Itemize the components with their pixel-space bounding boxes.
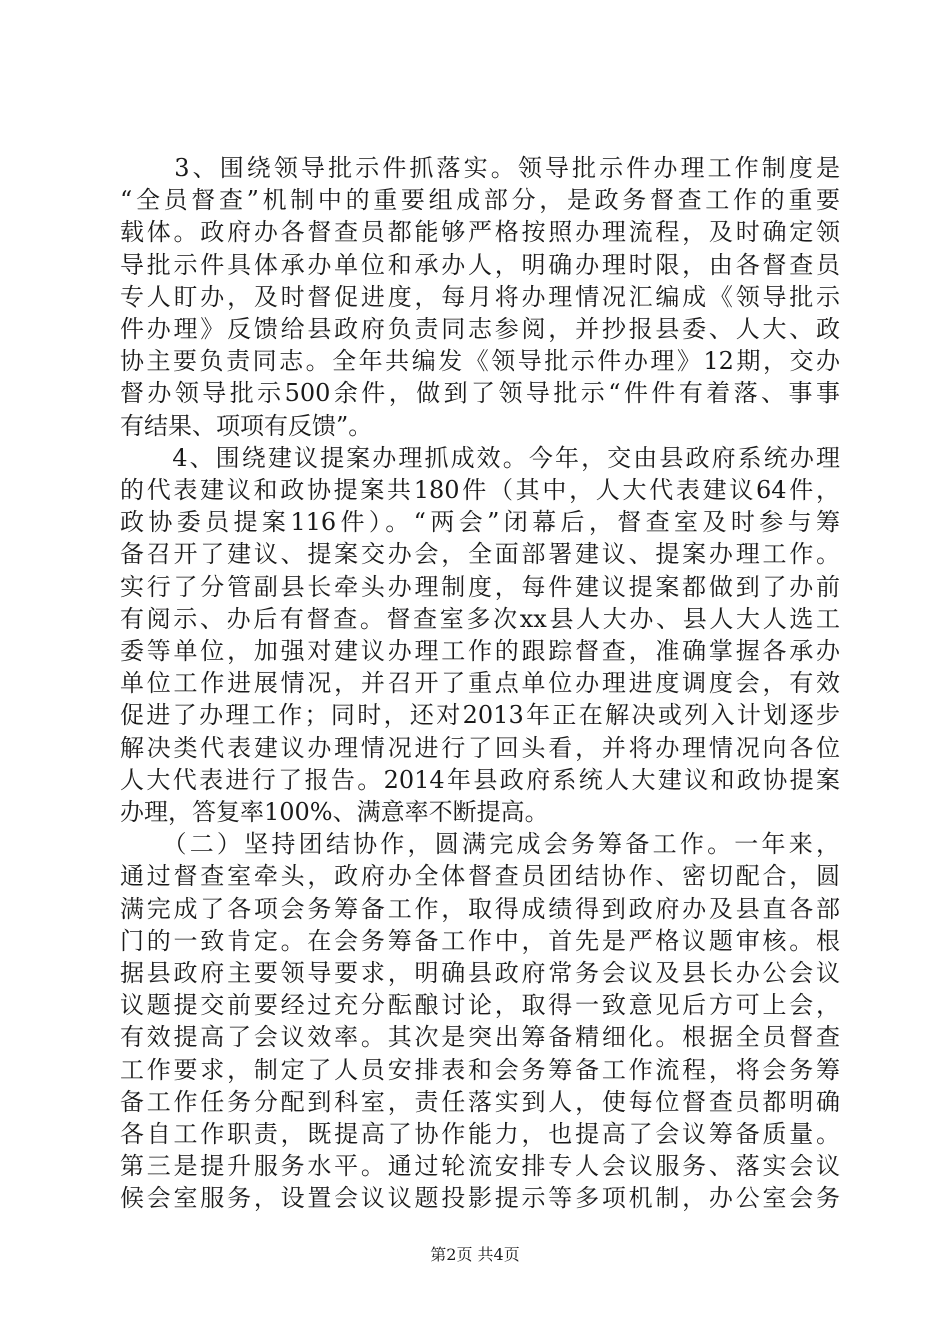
- text-line: 门的一致肯定。在会务筹备工作中，首先是严格议题审核。根: [120, 926, 840, 955]
- text-line: （二）坚持团结协作，圆满完成会务筹备工作。一年来，: [120, 830, 840, 859]
- text-line: 备召开了建议、提案交办会，全面部署建议、提案办理工作。: [120, 540, 840, 569]
- text-line: 促进了办理工作；同时，还对2013年正在解决或列入计划逐步: [120, 701, 840, 730]
- text-line: 单位工作进展情况，并召开了重点单位办理进度调度会，有效: [120, 669, 840, 698]
- text-line: 的代表建议和政协提案共180件（其中，人大代表建议64件，: [120, 476, 840, 504]
- text-line: 载体。政府办各督查员都能够严格按照办理流程，及时确定领: [120, 218, 840, 247]
- text-line: “全员督查”机制中的重要组成部分，是政务督查工作的重要: [120, 186, 840, 215]
- text-line: 据县政府主要领导要求，明确县政府常务会议及县长办公会议: [120, 959, 840, 987]
- text-line: 人大代表进行了报告。2014年县政府系统人大建议和政协提案: [120, 765, 840, 794]
- page-number-footer: 第2页 共4页: [430, 1245, 520, 1264]
- text-line: 有阅示、办后有督查。督查室多次xx县人大办、县人大人选工: [120, 604, 840, 633]
- text-line: 3、围绕领导批示件抓落实。领导批示件办理工作制度是: [120, 154, 840, 182]
- text-line: 解决类代表建议办理情况进行了回头看，并将办理情况向各位: [120, 733, 840, 762]
- text-line: 有结果、项项有反馈”。: [120, 411, 373, 440]
- text-line: 有效提高了会议效率。其次是突出筹备精细化。根据全员督查: [120, 1023, 840, 1052]
- text-line: 委等单位，加强对建议办理工作的跟踪督查，准确掌握各承办: [120, 637, 840, 665]
- text-line: 办理，答复率100%、满意率不断提高。: [120, 798, 549, 826]
- text-line: 协主要负责同志。全年共编发《领导批示件办理》12期，交办: [120, 347, 840, 376]
- text-line: 专人盯办，及时督促进度，每月将办理情况汇编成《领导批示: [120, 282, 840, 311]
- text-line: 件办理》反馈给县政府负责同志参阅，并抄报县委、人大、政: [120, 315, 840, 343]
- text-line: 候会室服务，设置会议议题投影提示等多项机制，办公室会务: [120, 1184, 840, 1213]
- text-line: 实行了分管副县长牵头办理制度，每件建议提案都做到了办前: [120, 572, 840, 601]
- text-line: 第三是提升服务水平。通过轮流安排专人会议服务、落实会议: [120, 1152, 840, 1181]
- text-line: 4、围绕建议提案办理抓成效。今年，交由县政府系统办理: [120, 443, 840, 472]
- text-line: 通过督查室牵头，政府办全体督查员团结协作、密切配合，圆: [120, 862, 840, 891]
- text-line: 督办领导批示500余件，做到了领导批示“件件有着落、事事: [120, 379, 840, 408]
- text-line: 各自工作职责，既提高了协作能力，也提高了会议筹备质量。: [120, 1120, 840, 1148]
- text-line: 导批示件具体承办单位和承办人，明确办理时限，由各督查员: [120, 250, 840, 279]
- text-line: 政协委员提案116件）。“两会”闭幕后，督查室及时参与筹: [120, 508, 840, 537]
- text-line: 满完成了各项会务筹备工作，取得成绩得到政府办及县直各部: [120, 894, 840, 923]
- text-line: 议题提交前要经过充分酝酿讨论，取得一致意见后方可上会，: [120, 991, 840, 1020]
- text-line: 工作要求，制定了人员安排表和会务筹备工作流程，将会务筹: [120, 1055, 840, 1084]
- text-line: 备工作任务分配到科室，责任落实到人，使每位督查员都明确: [120, 1087, 840, 1116]
